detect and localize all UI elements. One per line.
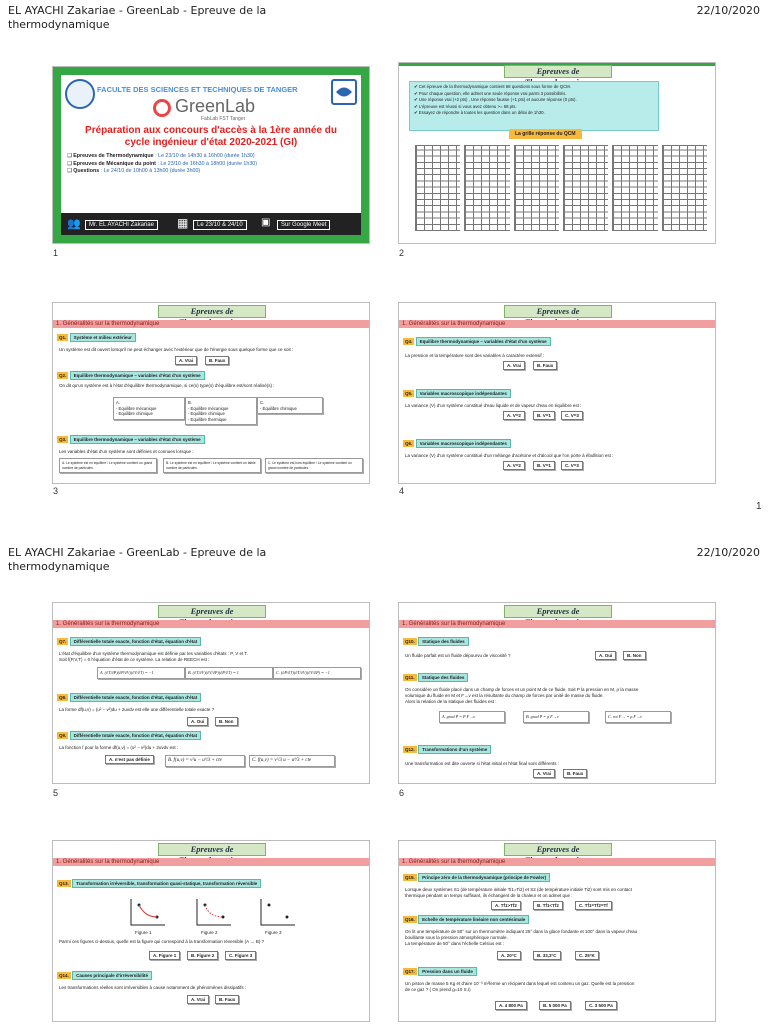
question-text: On lit une température de 50° sur un thermomètre indiquant 25° dans la glace fondante et 100° dans la vapeur d'eau bbox=[405, 929, 638, 934]
question-tag: Q15. bbox=[405, 875, 415, 880]
question-title: Variables macroscopique indépendantes bbox=[416, 439, 511, 448]
answer-grid-block bbox=[464, 145, 509, 231]
question-text: volumique du fluide en M et F→v est la résultante du champ de forces par unité de masse du fluide. bbox=[405, 693, 604, 698]
question-text: Les transformations réelles sont irréversibles à cause notamment de phénomènes dissipatifs : bbox=[59, 985, 247, 990]
meet-icon: ▣ bbox=[261, 217, 271, 228]
answer-option-a[interactable]: A. n'est pas définie bbox=[105, 755, 154, 764]
slide-8-title: Epreuves de bbox=[536, 844, 580, 854]
answer-option-a[interactable]: A. Vrai bbox=[503, 361, 525, 370]
slide-6-title-box bbox=[504, 605, 612, 618]
question-text: thermique pendant un temps suffisant, ils échangent de la chaleur et on admet que : bbox=[405, 893, 573, 898]
slide-5-title: Epreuves de bbox=[190, 606, 234, 616]
question-q12 bbox=[403, 745, 491, 754]
question-title: Equilibre thermodynamique – variables d'état d'un système bbox=[416, 337, 551, 346]
greenlab-logo bbox=[153, 99, 171, 117]
question-tag: Q2. bbox=[59, 373, 67, 378]
answer-option-a[interactable]: A. V=2 bbox=[503, 461, 525, 470]
slide-2-title: Epreuves de bbox=[536, 66, 580, 76]
question-title: Equilibre thermodynamique – variables d'état d'un système bbox=[70, 435, 205, 444]
rule-4: ✔ L'épreuve est réussi si vous avez obtenu >= 68 pts. bbox=[414, 103, 517, 109]
question-tag: Q6. bbox=[405, 441, 413, 446]
question-text: Les variables d'état d'un système sont définies et connues lorsque : bbox=[59, 449, 194, 454]
question-title: Causes principale d'irréversibilité bbox=[72, 971, 152, 980]
question-text: La variance (V) d'un système constitué d'eau liquide et de vapeur d'eau en équilibre est : bbox=[405, 403, 582, 408]
point-b bbox=[286, 916, 289, 919]
schedule-item-mecanique: ❑ Epreuves de Mécanique du point : Le 23/10 de 16h30 à 18h00 (durée 1h30) bbox=[67, 160, 257, 167]
question-title: Transformations d'un système bbox=[418, 745, 491, 754]
question-q4 bbox=[403, 337, 551, 346]
answer-option-c[interactable]: C. 3 500 Pa bbox=[585, 1001, 617, 1010]
slide-7-title-box bbox=[158, 843, 266, 856]
answer-option-b[interactable]: B. (∂T/∂V)(∂V/∂P)(∂P/∂T) = 1 bbox=[185, 667, 273, 679]
question-title: Variables macroscopique indépendantes bbox=[416, 389, 511, 398]
section-heading: 1. Généralités sur la thermodynamique bbox=[53, 620, 369, 628]
slide-3-title-box bbox=[158, 305, 266, 318]
question-title: Statique des fluides bbox=[418, 637, 469, 646]
answer-option-b[interactable]: B. Faux bbox=[205, 356, 229, 365]
question-title: Transformation irréversible, transformation quasi-statique, transformation réversible bbox=[72, 879, 261, 888]
document-header-title: EL AYACHI Zakariae - GreenLab - Epreuve de la thermodynamique bbox=[8, 4, 267, 31]
slide-7 bbox=[52, 840, 370, 1022]
figure-caption: Figure 1 bbox=[135, 930, 152, 935]
question-q15 bbox=[403, 873, 550, 882]
section-heading: 1. Généralités sur la thermodynamique bbox=[53, 320, 369, 328]
slide-4-title: Epreuves de bbox=[536, 306, 580, 316]
answer-grid-block bbox=[514, 145, 559, 231]
section-heading: 1. Généralités sur la thermodynamique bbox=[399, 320, 715, 328]
answer-option-a[interactable]: A. Figure 1 bbox=[149, 951, 180, 960]
presenter-name: Mr. EL AYACHI Zakariae bbox=[85, 220, 158, 230]
answer-option-c[interactable]: C. f(u,v) = v²/3 u − u³/3 + cte bbox=[249, 755, 335, 767]
question-text: La fonction f pour la forme df(u,v) = (u² − v²)du + 2uvdv est : bbox=[59, 745, 179, 750]
slide-3-title: Epreuves de bbox=[190, 306, 234, 316]
answer-grid-block bbox=[662, 145, 707, 231]
question-q16 bbox=[403, 915, 529, 924]
question-tag: Q10. bbox=[405, 639, 415, 644]
question-q9 bbox=[57, 731, 201, 740]
answer-option-c[interactable]: C. (∂P/∂T)(∂T/∂V)(∂V/∂P) = −1 bbox=[273, 667, 361, 679]
question-tag: Q3. bbox=[59, 437, 67, 442]
rule-2: ✔ Pour chaque question, elle admet une seule réponse vrai parmi 3 possibilités. bbox=[414, 90, 567, 96]
question-text: Une transformation est dite ouverte si l'état initial et l'état final sont différents : bbox=[405, 761, 559, 766]
session-platform: Sur Google Meet bbox=[277, 220, 330, 230]
page-number: 1 bbox=[756, 501, 762, 512]
question-tag: Q5. bbox=[405, 391, 413, 396]
brand-subtitle: FabLab FST Tanger bbox=[201, 116, 246, 122]
answer-option-a[interactable]: A. Vrai bbox=[187, 995, 209, 1004]
answer-option-b[interactable]: B. grad P = ρ F→v bbox=[523, 711, 589, 723]
answer-option-a[interactable]: A. (∂T/∂P)(∂P/∂V)(∂V/∂T) = −1 bbox=[97, 667, 185, 679]
question-q1 bbox=[57, 333, 136, 342]
slide-5-title-box bbox=[158, 605, 266, 618]
answer-option-a[interactable]: A. Vrai bbox=[533, 769, 555, 778]
answer-option-c[interactable]: C. rot F→ = ρ F→v bbox=[605, 711, 671, 723]
slide-8 bbox=[398, 840, 716, 1022]
question-tag: Q8. bbox=[59, 695, 67, 700]
answer-option-b[interactable]: B. Le système est en équilibre / Le système contient un faible nombre de particules bbox=[163, 458, 261, 473]
answer-option-a[interactable]: A. Tf1>Tf2 bbox=[491, 901, 521, 910]
document-header-date: 22/10/2020 bbox=[696, 546, 760, 559]
slide-4-title-box bbox=[504, 305, 612, 318]
question-tag: Q1. bbox=[59, 335, 67, 340]
question-title: Echelle de température linéaire non centésimale bbox=[418, 915, 529, 924]
answer-option-b[interactable]: B. Faux bbox=[533, 361, 557, 370]
question-text: L'état d'équilibre d'un système thermodynamique est définie par les variables d'états : P, V et T. bbox=[59, 651, 248, 656]
slide-4 bbox=[398, 302, 716, 484]
question-title: Différentielle totale exacte, fonction d'état, équation d'état bbox=[70, 693, 201, 702]
answer-option-b[interactable]: B. V=1 bbox=[533, 461, 555, 470]
slide-number-3: 3 bbox=[53, 486, 59, 496]
schedule-item-thermo: ❑ Epreuves de Thermodynamique : Le 23/10 de 14h30 à 16h00 (durée 1h30) bbox=[67, 153, 255, 159]
answer-option-b[interactable]: B. Tf1<Tf2 bbox=[533, 901, 563, 910]
answer-option-b[interactable]: B. 33,3°C bbox=[533, 951, 561, 960]
figure-caption: Figure 3 bbox=[265, 930, 282, 935]
rule-1: ✔ Cet épreuve de la thermodynamique contient 68 questions sous forme de QCM. bbox=[414, 84, 571, 89]
question-text: On considère un fluide placé dans un champ de forces et un point M de ce fluide. Soit P la pression en M, ρ la masse bbox=[405, 687, 639, 692]
answer-option-a[interactable]: A. V=2 bbox=[503, 411, 525, 420]
presenter-icon: 👥 bbox=[67, 218, 81, 230]
slide-number-5: 5 bbox=[53, 788, 59, 798]
answer-option-a[interactable]: A. Vrai bbox=[175, 356, 197, 365]
question-q14 bbox=[57, 971, 152, 980]
schedule-item-questions: ❑ Questions : Le 24/10 de 10h00 à 13h00 (durée 3h00) bbox=[67, 168, 201, 174]
question-q5 bbox=[403, 389, 511, 398]
answer-option-b[interactable]: B. V=1 bbox=[533, 411, 555, 420]
answer-option-a[interactable]: A. Oui bbox=[187, 717, 208, 726]
answer-option-c[interactable]: C. - Equilibre chimique bbox=[257, 397, 323, 414]
question-text: bouillante sous la pression atmosphérique normale. bbox=[405, 935, 508, 940]
question-q10 bbox=[403, 637, 469, 646]
question-title: Statique des fluides bbox=[418, 673, 469, 682]
answer-option-b[interactable]: B. Non bbox=[215, 717, 238, 726]
slide-2-title-box bbox=[504, 65, 612, 78]
answer-option-b[interactable]: B. 5 000 Pa bbox=[539, 1001, 571, 1010]
answer-option-a[interactable]: A. 20°C bbox=[497, 951, 521, 960]
university-logo bbox=[65, 79, 95, 109]
question-text: La forme df(u,v) = (u² − v²)du + 2uvdv est elle une différentielle totale exacte ? bbox=[59, 707, 215, 712]
answer-option-c[interactable]: C. V=3 bbox=[561, 411, 583, 420]
question-q3 bbox=[57, 435, 205, 444]
document-header-title: EL AYACHI Zakariae - GreenLab - Epreuve de la thermodynamique bbox=[8, 546, 267, 573]
answer-option-b[interactable]: B. Faux bbox=[215, 995, 239, 1004]
answer-option-b[interactable]: B. f(u,v) = v²u − u³/3 + cte bbox=[165, 755, 245, 767]
answer-option-c[interactable]: C. 25°K bbox=[575, 951, 599, 960]
slide-6-title: Epreuves de bbox=[536, 606, 580, 616]
answer-grid-label: La grille réponse du QCM bbox=[509, 129, 582, 139]
schedule-list bbox=[67, 153, 257, 176]
question-tag: Q4. bbox=[405, 339, 413, 344]
question-tag: Q14. bbox=[59, 973, 69, 978]
figure-caption: Figure 2 bbox=[201, 930, 218, 935]
question-title: Pression dans un fluide bbox=[418, 967, 477, 976]
question-tag: Q17. bbox=[405, 969, 415, 974]
section-heading: 1. Généralités sur la thermodynamique bbox=[53, 858, 369, 866]
question-text: Un fluide parfait est un fluide dépourvu de viscosité ? bbox=[405, 653, 511, 658]
answer-option-b[interactable]: B. - Equilibre mécanique - Equilibre chimique - Equilibre thermique bbox=[185, 397, 257, 425]
answer-option-a[interactable]: A. Oui bbox=[595, 651, 616, 660]
document-header-date: 22/10/2020 bbox=[696, 4, 760, 17]
question-tag: Q7. bbox=[59, 639, 67, 644]
question-title: Différentielle totale exacte, fonction d'état, équation d'état bbox=[70, 637, 201, 646]
answer-option-c[interactable]: C. Le système est hors équilibre / Le système contient un grand nombre de particules bbox=[265, 458, 363, 473]
slide-1 bbox=[52, 66, 370, 244]
question-text: Lorsque deux systèmes S1 (de température initiale Ti1=Ti2) et S2 (de température initiale Ti2) sont mis en contact bbox=[405, 887, 632, 892]
answer-option-b[interactable]: B. Faux bbox=[563, 769, 587, 778]
brand-name: GreenLab bbox=[175, 96, 256, 116]
slide-1-inner bbox=[61, 75, 361, 235]
question-text: La pression et la température sont des variables à caractère extensif : bbox=[405, 353, 545, 358]
answer-option-c[interactable]: C. V=3 bbox=[561, 461, 583, 470]
slide-2 bbox=[398, 62, 716, 244]
slide-number-4: 4 bbox=[399, 486, 405, 496]
slide-6 bbox=[398, 602, 716, 784]
answer-grid bbox=[415, 145, 707, 231]
question-q17 bbox=[403, 967, 477, 976]
answer-option-a[interactable]: A. - Equilibre mécanique - Equilibre chimique bbox=[113, 397, 185, 420]
answer-option-a[interactable]: A. Le système est en équilibre / Le système contient un grand nombre de particules bbox=[59, 458, 157, 473]
slide-number-1: 1 bbox=[53, 248, 59, 258]
question-title: Système et milieu extérieur bbox=[70, 333, 136, 342]
question-tag: Q9. bbox=[59, 733, 67, 738]
point-a bbox=[268, 904, 271, 907]
question-text: Un piston de masse 5 Kg et d'aire 10⁻³ m²ferme un récipient dans lequel est contenu un gaz. Quelle est la pression bbox=[405, 981, 635, 986]
answer-option-a[interactable]: A. grad P = P F→v bbox=[439, 711, 505, 723]
question-q13 bbox=[57, 879, 261, 888]
question-text: Un système est dit ouvert lorsqu'il ne peut échanger avec l'extérieur que de l'énergie sous quelque forme que ce soit : bbox=[59, 347, 294, 352]
section-heading: 1. Généralités sur la thermodynamique bbox=[399, 620, 715, 628]
slide-number-6: 6 bbox=[399, 788, 405, 798]
slide-number-2: 2 bbox=[399, 248, 405, 258]
question-title: Equilibre thermodynamique – variables d'état d'un système bbox=[70, 371, 205, 380]
question-q11 bbox=[403, 673, 468, 682]
slide-7-title: Epreuves de bbox=[190, 844, 234, 854]
question-text: Parmi ces figures ci-dessus, quelle est la figure qui correspond à la transformation réversible (A → B) ? bbox=[59, 939, 265, 944]
answer-option-b[interactable]: B. Figure 2 bbox=[187, 951, 218, 960]
question-tag: Q11. bbox=[405, 675, 415, 680]
rules-box bbox=[409, 81, 659, 131]
question-q2 bbox=[57, 371, 205, 380]
question-text: La variance (V) d'un système constitué d'un mélange d'acétone et d'alcool que l'on porte à ébullition est : bbox=[405, 453, 614, 458]
question-tag: Q13. bbox=[59, 881, 69, 886]
rule-3: ✔ Une réponse vrai (+2 pts) , Une réponse fausse (+1 pts) et aucune réponse (0 pts). bbox=[414, 97, 577, 102]
slide-headline: Préparation aux concours d'accès à la 1ère année du cycle ingénieur d'état 2020-2021 (GI) bbox=[85, 125, 337, 148]
faculty-name: FACULTE DES SCIENCES ET TECHNIQUES DE TANGER bbox=[97, 85, 298, 94]
question-text: de ce gaz ? ( On prend g=10 S.I) bbox=[405, 987, 471, 992]
presenter-bar bbox=[61, 213, 361, 235]
section-heading: 1. Généralités sur la thermodynamique bbox=[399, 858, 715, 866]
figure-1 bbox=[127, 897, 167, 929]
question-text: Alors la relation de la statique des fluides est : bbox=[405, 699, 497, 704]
figure-2 bbox=[193, 897, 233, 929]
question-tag: Q16. bbox=[405, 917, 415, 922]
question-q6 bbox=[403, 439, 511, 448]
rule-5: ✔ Essayez de répondre à toutes les question dans un délai de 1h30. bbox=[414, 110, 545, 115]
question-q7 bbox=[57, 637, 201, 646]
answer-option-c[interactable]: C. Tf1=Tf2=Tf bbox=[575, 901, 612, 910]
question-title: Différentielle totale exacte, fonction d'état, équation d'état bbox=[70, 731, 201, 740]
question-title: Principe zéro de la thermodynamique (principe de Fowler) bbox=[418, 873, 550, 882]
answer-grid-block bbox=[563, 145, 608, 231]
question-q8 bbox=[57, 693, 201, 702]
session-dates: Le 23/10 & 24/10 bbox=[193, 220, 247, 230]
slide-3 bbox=[52, 302, 370, 484]
calendar-icon: ▦ bbox=[177, 216, 189, 230]
slide-8-title-box bbox=[504, 843, 612, 856]
answer-option-c[interactable]: C. Figure 3 bbox=[225, 951, 256, 960]
answer-grid-block bbox=[415, 145, 460, 231]
partner-logo bbox=[331, 79, 357, 105]
answer-option-b[interactable]: B. Non bbox=[623, 651, 646, 660]
slide-5 bbox=[52, 602, 370, 784]
question-text: La température de 50° dans l'échelle Celsius est : bbox=[405, 941, 504, 946]
question-text: On dit qu'un système est à l'état d'équilibre thermodynamique, si ce(s) type(s) d'équilibre est/sont réalisé(s) : bbox=[59, 383, 275, 388]
question-text: Soit f(P,V,T) = 0 l'équation d'état de ce système. La relation de REECH est : bbox=[59, 657, 210, 662]
question-tag: Q12. bbox=[405, 747, 415, 752]
answer-grid-block bbox=[612, 145, 657, 231]
answer-option-a[interactable]: A. 4 800 Pa bbox=[495, 1001, 527, 1010]
figure-3 bbox=[257, 897, 297, 929]
